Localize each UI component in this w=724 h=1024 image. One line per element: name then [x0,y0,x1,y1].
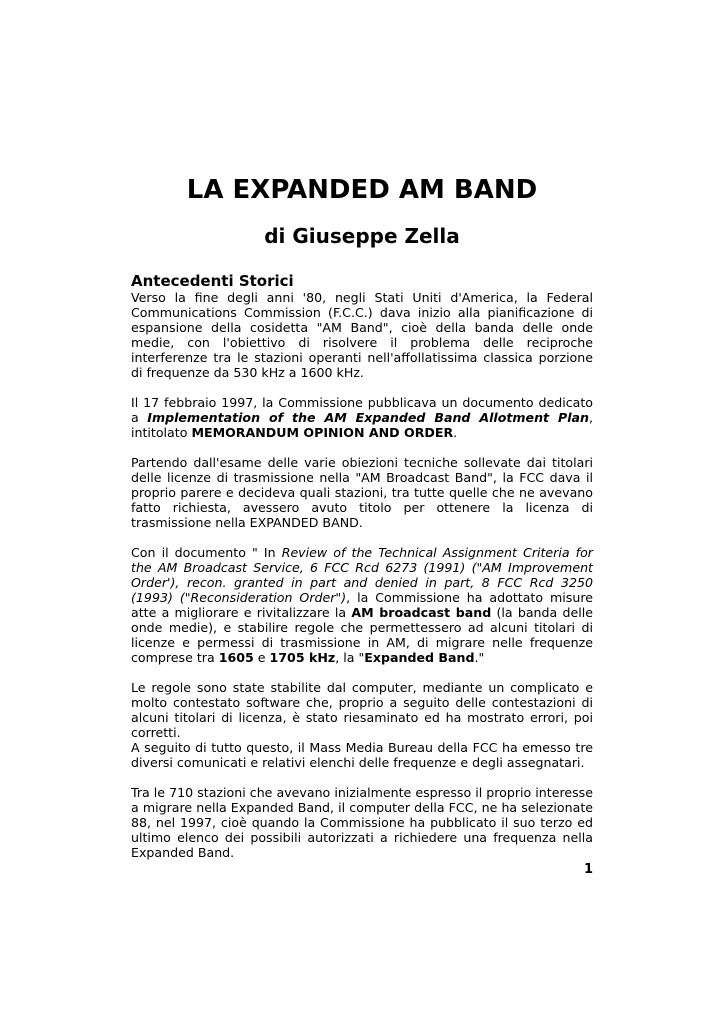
page-number: 1 [583,862,593,877]
p2-document-title: Implementation of the AM Expanded Band Allotment Plan [147,410,589,425]
paragraph-3: Partendo dall'esame delle varie obiezioni tecniche sollevate dai titolari delle licenze di trasmissione nella "AM Broadcast Band", la FCC dava il proprio parere e decideva quali stazioni, tra tutte quelle che ne avevano fatto richiesta, avessero avuto titolo per ottenere la licenza di trasmissione nella EXPANDED BAND. [131,455,593,530]
paragraph-6: A seguito di tutto questo, il Mass Media Bureau della FCC ha emesso tre diversi comunicati e relativi elenchi delle frequenze e degli assegnatari. [131,740,593,770]
p4-text-c: , la Commissione ha adottato misure atte a migliorare e rivitalizzare la [131,590,593,620]
paragraph-5: Le regole sono state stabilite dal computer, mediante un complicato e molto contestato software che, proprio a seguito delle contestazioni di alcuni titolari di licenza, è stato riesaminato ed ha mostrato errori, poi corretti. [131,680,593,740]
p4-expanded-band: Expanded Band [364,650,475,665]
p2-text-a: Il 17 febbraio 1997, la Commissione pubblicava un documento dedicato a [131,395,593,425]
p4-text-i: , la " [335,650,365,665]
p4-am-broadcast-band: AM broadcast band [351,605,492,620]
document-author: di Giuseppe Zella [264,224,460,248]
p4-freq-1705: 1705 kHz [269,650,336,665]
p4-freq-1605: 1605 [218,650,254,665]
section-heading: Antecedenti Storici [131,272,294,290]
p4-text-e: (la banda delle onde medie), e stabilire regole che permettessero ad alcuni titolari di licenze e permessi di trasmissione in AM, di migrare nelle frequenze comprese tra [131,605,593,665]
p2-text-e: . [453,425,458,440]
p4-text-a: Con il documento " In [131,545,282,560]
paragraph-2 [131,395,593,440]
p2-memorandum-title: MEMORANDUM OPINION AND ORDER [191,425,454,440]
paragraph-1: Verso la fine degli anni '80, negli Stati Uniti d'America, la Federal Communications Commission (F.C.C.) dava inizio alla pianificazione di espansione della cosidetta "AM Band", cioè della banda delle onde medie, con l'obiettivo di risolvere il problema delle reciproche interferenze tra le stazioni operanti nell'affollatissima classica porzione di frequenze da 530 kHz a 1600 kHz. [131,290,593,380]
paragraph-4 [131,545,593,665]
p4-text-k: ." [474,650,485,665]
document-title: LA EXPANDED AM BAND [186,175,538,205]
p4-citation: Review of the Technical Assignment Criteria for the AM Broadcast Service, 6 FCC Rcd 6273 (1991) ("AM Improvement Order'), recon. granted in part and denied in part, 8 FCC Rcd 3250 (1993) ("Reconsideration Order") [131,545,593,605]
p2-text-c: , intitolato [131,410,593,440]
p4-text-g: e [253,650,270,665]
paragraph-7: Tra le 710 stazioni che avevano inizialmente espresso il proprio interesse a migrare nella Expanded Band, il computer della FCC, ne ha selezionate 88, nel 1997, cioè quando la Commissione ha pubblicato il suo terzo ed ultimo elenco dei possibili autorizzati a richiedere una frequenza nella Expanded Band. [131,785,593,860]
document-body [131,272,593,875]
